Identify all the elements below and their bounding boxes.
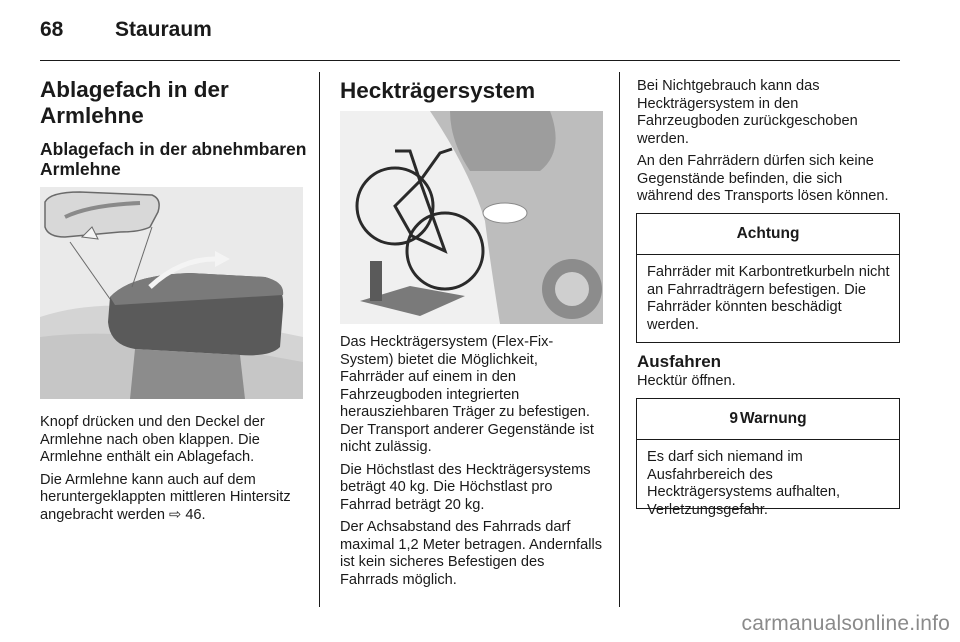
warning-box [636, 398, 900, 518]
warning-header [637, 399, 899, 440]
rack-paragraph-1: Das Heckträgersystem (Flex-Fix-System) bietet die Möglichkeit, Fahrräder auf einem in den Fahrzeugboden integrierten herausziehbaren Träger zu befestigen. Der Transport anderer Gegenstände ist nicht zulässig. [340, 334, 594, 455]
subsection-title-armrest: Ablagefach in der abnehmbaren Armlehne [40, 139, 307, 179]
extend-section [637, 352, 902, 391]
caution-box [636, 213, 900, 343]
page-reference[interactable]: 46. [185, 506, 206, 523]
bike-rack-illustration [340, 111, 603, 324]
warning-triangle-icon: 9 [729, 410, 739, 427]
extend-text: Hecktür öffnen. [637, 373, 736, 389]
column-divider-1 [319, 72, 320, 607]
column-armrest [40, 77, 308, 179]
armrest-text [40, 414, 310, 524]
caution-text: Fahrräder mit Karbontretkurbeln nicht an Fahrradträgern befestigen. Die Fahrräder könnten beschädigt werden. [647, 264, 890, 333]
rack-text [340, 334, 605, 589]
warning-text: Es darf sich niemand im Ausfahrbereich des Heckträgersystems aufhalten, Verletzungsgefahr. [647, 449, 841, 518]
column-rack [340, 78, 605, 104]
rack-paragraph-3: Der Achsabstand des Fahrrads darf maximal 1,2 Meter betragen. Andernfalls ist kein sicheres Befestigen des Fahrrads möglich. [340, 519, 603, 588]
section-title-extend: Ausfahren [637, 352, 722, 371]
arrow-ref-icon[interactable]: ⇨ [169, 506, 182, 523]
armrest-illustration [40, 187, 303, 399]
armrest-figure [40, 187, 303, 399]
warning-title: Warnung [740, 410, 807, 427]
column-divider-2 [619, 72, 620, 607]
header-rule [40, 60, 900, 61]
rack-stow-paragraph: Bei Nichtgebrauch kann das Heckträgersystem in den Fahrzeugboden zurückgeschoben werden. [637, 78, 858, 147]
caution-title: Achtung [637, 214, 899, 255]
section-title-armrest: Ablagefach in der Armlehne [40, 77, 229, 128]
armrest-paragraph-1: Knopf drücken und den Deckel der Armlehne nach oben klappen. Die Armlehne enthält ein Ablagefach. [40, 414, 265, 465]
column-rack-continued [637, 78, 902, 206]
rack-objects-paragraph: An den Fahrrädern dürfen sich keine Gegenstände befinden, die sich während des Transports lösen können. [637, 153, 889, 204]
rack-paragraph-2: Die Höchstlast des Heckträgersystems beträgt 40 kg. Die Höchstlast pro Fahrrad beträgt 20 kg. [340, 461, 591, 513]
section-title-rack: Heckträgersystem [340, 78, 536, 103]
page-number: 68 [40, 18, 64, 41]
watermark: carmanualsonline.info [741, 612, 950, 635]
bike-rack-figure [340, 111, 603, 324]
armrest-paragraph-2: Die Armlehne kann auch auf dem heruntergeklappten mittleren Hintersitz angebracht werden ⇨ 46. [40, 471, 291, 523]
chapter-title: Stauraum [115, 18, 212, 41]
